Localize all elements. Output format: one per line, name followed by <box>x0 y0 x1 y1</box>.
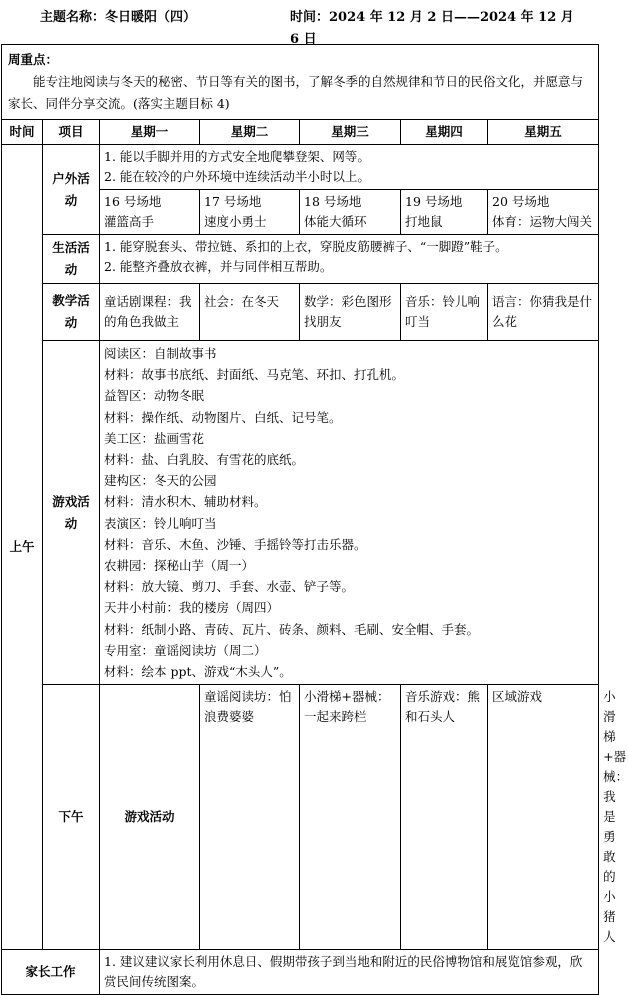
teaching-label: 教学活动 <box>43 284 100 341</box>
afternoon-label: 下午 <box>43 685 100 950</box>
col-item: 项目 <box>43 120 100 145</box>
outdoor-wednesday <box>300 190 401 235</box>
game-line: 益智区：动物冬眠 <box>104 388 205 404</box>
col-thursday: 星期四 <box>401 120 488 145</box>
col-monday: 星期一 <box>100 120 200 145</box>
teaching-tuesday: 社会：在冬天 <box>200 284 300 341</box>
outdoor-thursday <box>401 190 488 235</box>
teaching-wednesday: 数学：彩色图形找朋友 <box>300 284 401 341</box>
col-time: 时间 <box>2 120 43 145</box>
game-line: 表演区：铃儿响叮当 <box>104 515 217 531</box>
game-line: 材料：清水积木、辅助材料。 <box>104 494 267 510</box>
life-label: 生活活动 <box>43 235 100 284</box>
game-line: 天井小村前：我的楼房（周四） <box>104 600 280 616</box>
game-line: 建构区：冬天的公园 <box>104 473 217 489</box>
outdoor-goals-row <box>2 145 599 190</box>
outdoor-goal-2: 2. 能在较冷的户外环境中连续活动半小时以上。 <box>104 169 370 184</box>
game-line: 美工区：盐画雪花 <box>104 430 205 446</box>
time-range: 时间：2024 年 12 月 2 日——2024 年 12 月 <box>290 10 574 25</box>
time-range-cont: 6 日 <box>290 32 317 47</box>
page-header <box>0 6 600 47</box>
outdoor-mon-activity: 灌篮高手 <box>104 214 155 229</box>
game-row <box>2 341 599 685</box>
life-line-1: 1. 能穿脱套头、带拉链、系扣的上衣，穿脱皮筋腰裤子、“一脚蹬”鞋子。 <box>104 239 508 254</box>
family-text: 1. 建议建议家长利用休息日、假期带孩子到当地和附近的民俗博物馆和展览馆参观，欣赏民间传统图案。 <box>100 950 599 995</box>
outdoor-monday <box>100 190 200 235</box>
col-tuesday: 星期二 <box>200 120 300 145</box>
outdoor-friday <box>488 190 599 235</box>
game-line: 农耕园：探秘山芋（周一） <box>104 558 255 574</box>
focus-text: 能专注地阅读与冬天的秘密、节日等有关的图书，了解冬季的自然规律和节日的民俗文化，并愿意与家长、同伴分享交流。(落实主题目标 4) <box>8 74 584 111</box>
afternoon-game-label: 游戏活动 <box>100 685 200 950</box>
game-line: 材料：绘本 ppt、游戏“木头人”。 <box>104 664 292 680</box>
outdoor-wed-field: 18 号场地 <box>304 194 362 209</box>
life-line-2: 2. 能整齐叠放衣裤，并与同伴相互帮助。 <box>104 259 333 274</box>
header-row <box>2 120 599 145</box>
morning-label: 上午 <box>2 145 43 950</box>
outdoor-label: 户外活动 <box>43 145 100 235</box>
outdoor-tue-activity: 速度小勇士 <box>204 214 267 229</box>
afternoon-monday: 童谣阅读坊：怕浪费婆婆 <box>200 685 300 950</box>
teaching-thursday: 音乐：铃儿响叮当 <box>401 284 488 341</box>
game-line: 材料：故事书底纸、封面纸、马克笔、环扣、打孔机。 <box>104 367 405 383</box>
focus-row <box>2 45 599 120</box>
game-line: 阅读区：自制故事书 <box>104 346 217 361</box>
game-line: 材料：盐、白乳胶、有雪花的底纸。 <box>104 452 305 468</box>
life-row <box>2 235 599 284</box>
outdoor-fri-activity: 体育：运物大闯关 <box>492 214 593 229</box>
col-wednesday: 星期三 <box>300 120 401 145</box>
afternoon-thursday: 区域游戏 <box>488 685 599 950</box>
game-line: 材料：纸制小路、青砖、瓦片、砖条、颜料、毛刷、安全帽、手套。 <box>104 621 480 637</box>
game-line: 材料：操作纸、动物图片、白纸、记号笔。 <box>104 409 342 425</box>
outdoor-fri-field: 20 号场地 <box>492 194 550 209</box>
outdoor-wed-activity: 体能大循环 <box>304 214 367 229</box>
game-line: 专用室：童谣阅读坊（周二） <box>104 642 267 658</box>
outdoor-thu-activity: 打地鼠 <box>405 214 443 229</box>
afternoon-row: 下午 游戏活动 童谣阅读坊：怕浪费婆婆 小滑梯+器械：一起来跨栏 音乐游戏：熊和石头人 区域游戏 小滑梯+器械：我是勇敢的小猪人 <box>2 685 599 950</box>
weekly-plan-table <box>1 44 628 995</box>
teaching-friday: 语言：你猜我是什么花 <box>488 284 599 341</box>
outdoor-tuesday <box>200 190 300 235</box>
game-line: 材料：放大镜、剪刀、手套、水壶、铲子等。 <box>104 579 355 595</box>
outdoor-thu-field: 19 号场地 <box>405 194 463 209</box>
outdoor-tue-field: 17 号场地 <box>204 194 262 209</box>
afternoon-wednesday: 音乐游戏：熊和石头人 <box>401 685 488 950</box>
afternoon-tuesday: 小滑梯+器械：一起来跨栏 <box>300 685 401 950</box>
family-row <box>2 950 599 995</box>
family-label: 家长工作 <box>2 950 100 995</box>
outdoor-mon-field: 16 号场地 <box>104 194 162 209</box>
game-label: 游戏活动 <box>43 341 100 685</box>
focus-title: 周重点： <box>8 52 59 67</box>
col-friday: 星期五 <box>488 120 599 145</box>
outdoor-goal-1: 1. 能以手脚并用的方式安全地爬攀登架、网等。 <box>104 149 370 164</box>
theme-title: 主题名称：冬日暖阳（四） <box>40 10 197 25</box>
teaching-row <box>2 284 599 341</box>
teaching-monday: 童话剧课程：我的角色我做主 <box>100 284 200 341</box>
game-line: 材料：音乐、木鱼、沙锤、手摇铃等打击乐器。 <box>104 536 367 552</box>
